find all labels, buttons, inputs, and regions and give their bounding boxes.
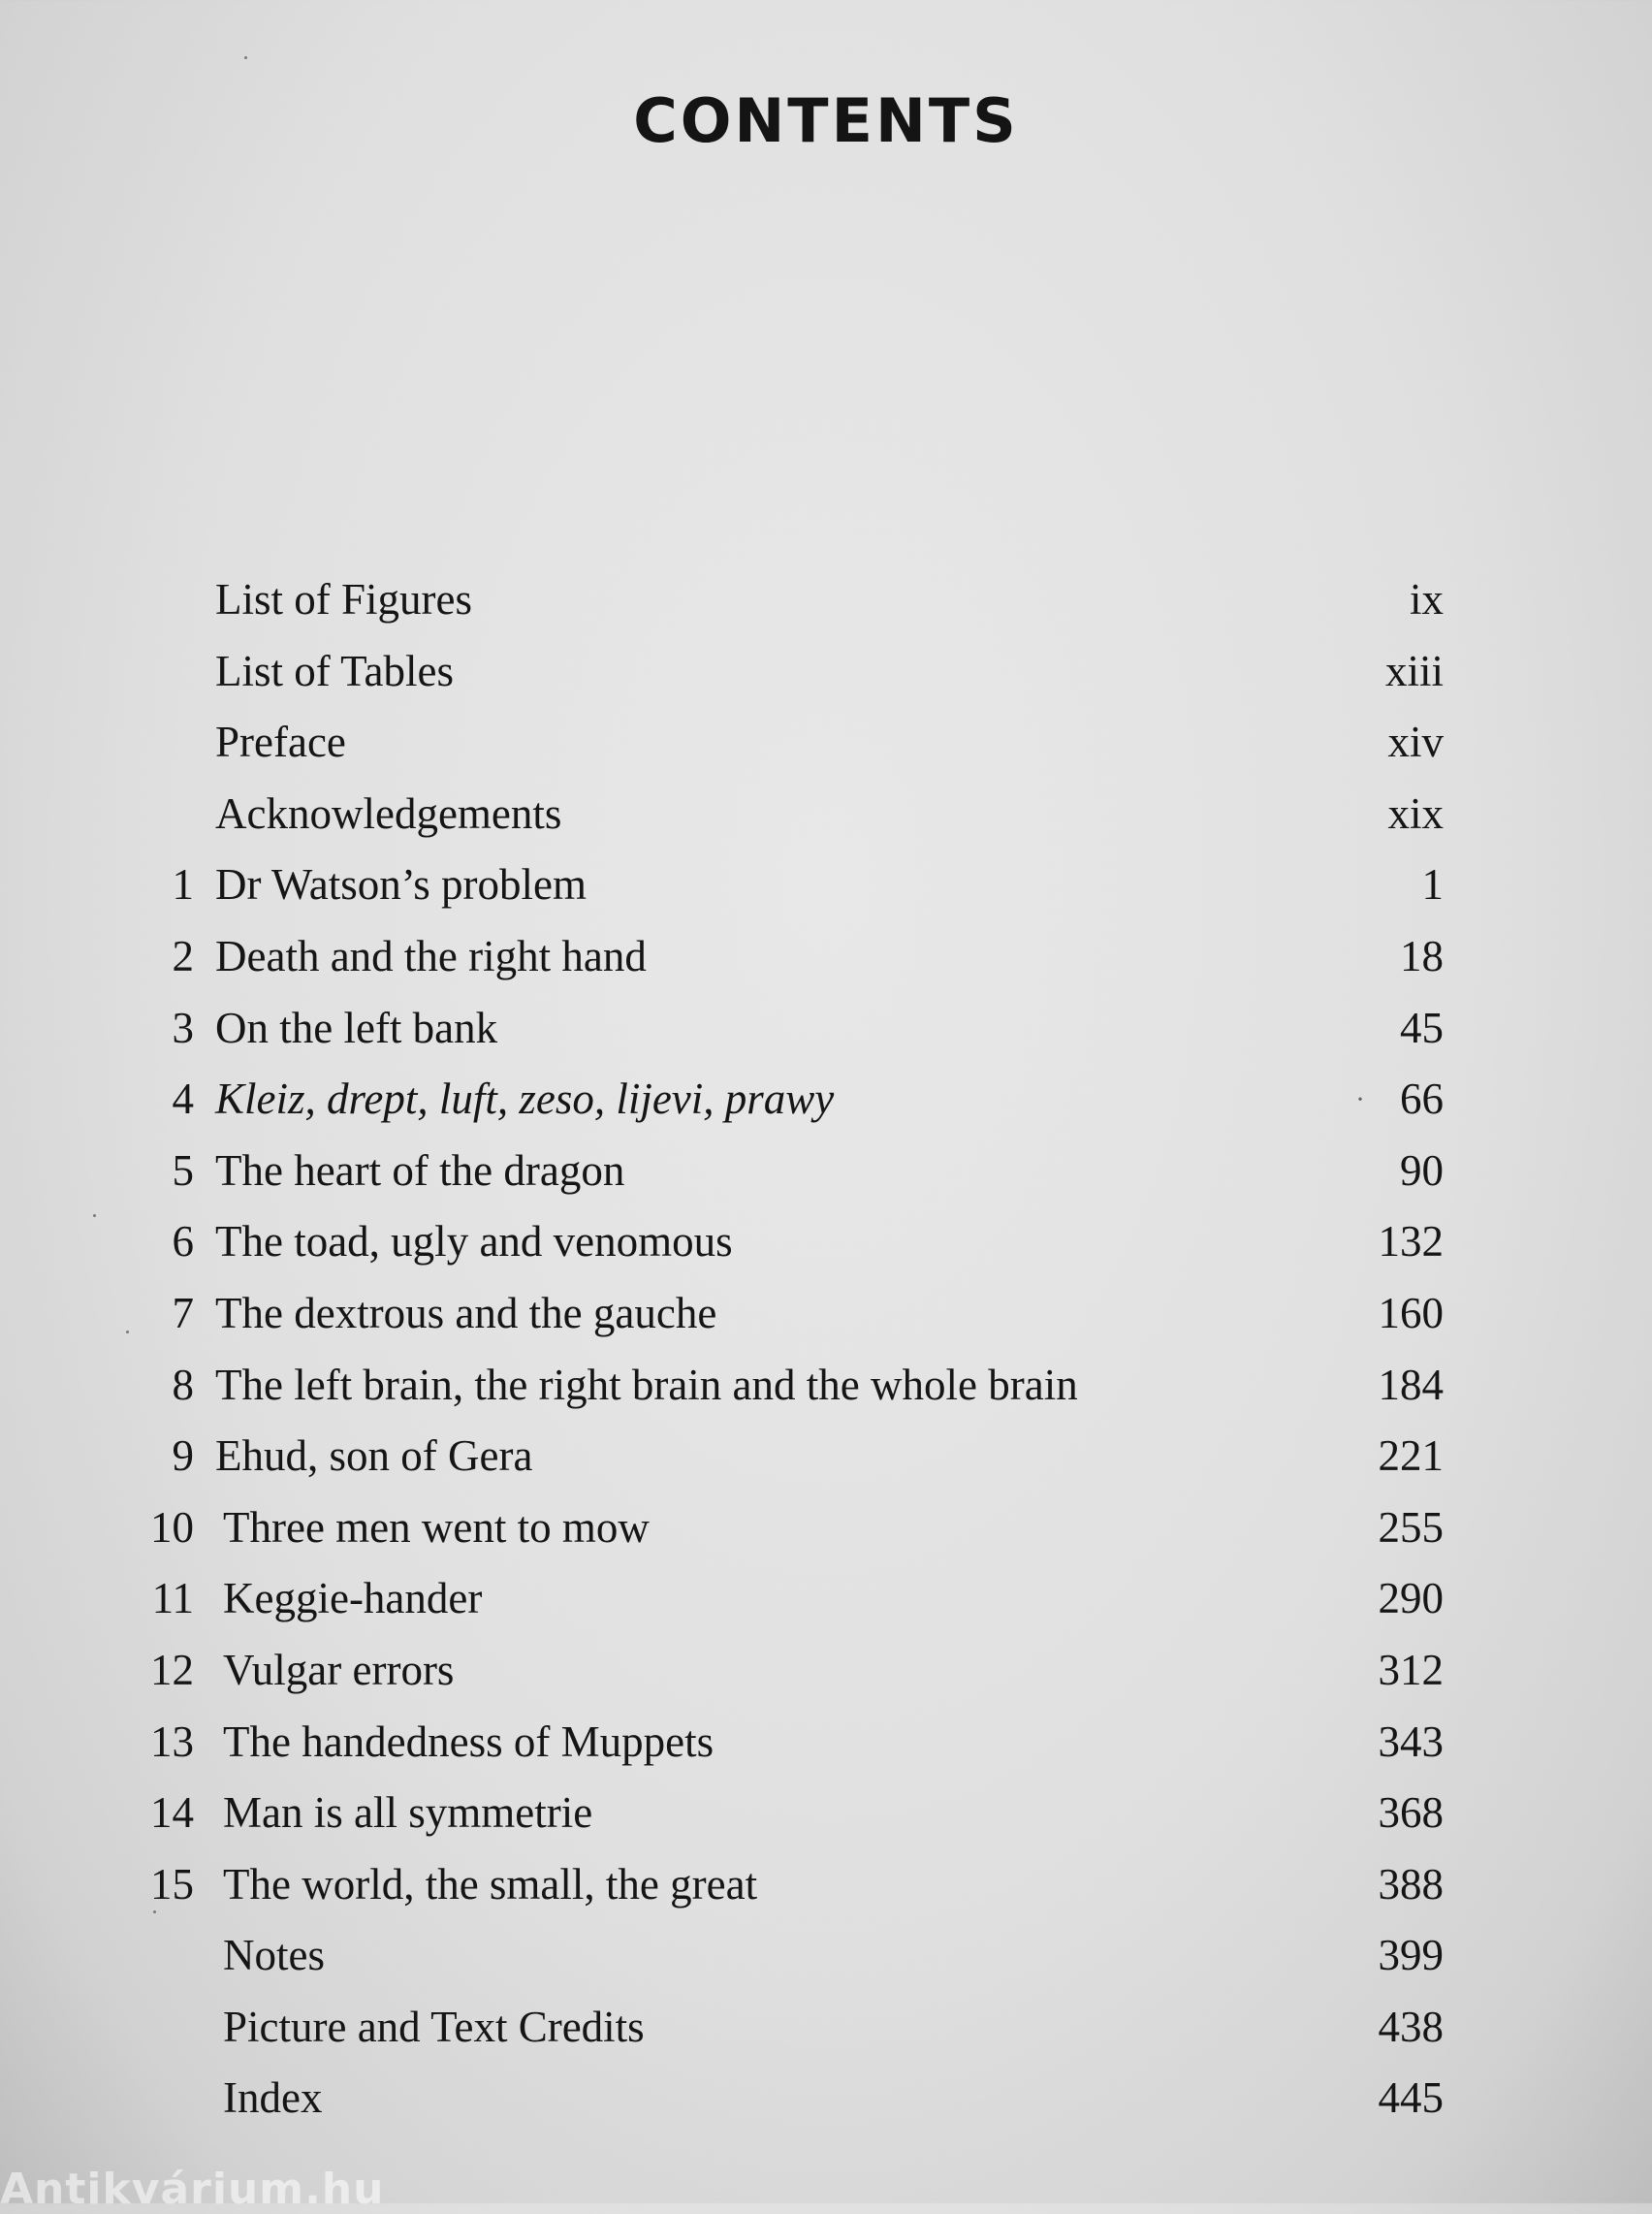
- page-number: 438: [1378, 2002, 1444, 2051]
- chapter-number: 15: [150, 1859, 194, 1909]
- page-number: 445: [1378, 2073, 1444, 2123]
- toc-entry-credits: [0, 1992, 1652, 2064]
- chapter-number: 11: [151, 1574, 194, 1623]
- page-number: 388: [1378, 1859, 1444, 1909]
- chapter-number: 4: [172, 1075, 194, 1124]
- entry-title: Dr Watson’s problem: [215, 860, 588, 910]
- toc-entry-preface: [0, 707, 1652, 779]
- entry-title: The heart of the dragon: [215, 1145, 625, 1195]
- page-number: 160: [1378, 1288, 1444, 1337]
- toc-entry-chapter-8: [0, 1350, 1652, 1422]
- entry-title: On the left bank: [215, 1003, 498, 1052]
- entry-title: Keggie-hander: [223, 1574, 483, 1623]
- page-number: 368: [1378, 1788, 1444, 1838]
- entry-title: Death and the right hand: [215, 931, 647, 980]
- watermark: Antikvárium.hu: [0, 2165, 385, 2214]
- toc-entry-chapter-14: [0, 1778, 1652, 1849]
- paper-speck: [126, 1331, 129, 1333]
- toc-entry-chapter-15: [0, 1849, 1652, 1921]
- toc-entry-chapter-7: [0, 1278, 1652, 1350]
- entry-title: The handedness of Muppets: [223, 1717, 715, 1766]
- page-title: CONTENTS: [633, 85, 1019, 156]
- chapter-number: 10: [150, 1502, 194, 1552]
- entry-title: Picture and Text Credits: [223, 2002, 645, 2051]
- toc-entry-notes: [0, 1920, 1652, 1992]
- entry-title: List of Figures: [215, 575, 472, 624]
- toc-entry-chapter-2: [0, 921, 1652, 993]
- toc-entry-chapter-10: [0, 1492, 1652, 1564]
- page-number: xix: [1387, 788, 1444, 838]
- chapter-number: 13: [150, 1717, 194, 1766]
- entry-title: Ehud, son of Gera: [215, 1431, 533, 1481]
- toc-entry-list-of-figures: [0, 564, 1652, 636]
- chapter-number: 8: [172, 1360, 194, 1409]
- chapter-number: 6: [172, 1217, 194, 1267]
- entry-title: List of Tables: [215, 646, 454, 695]
- page-number: 312: [1378, 1645, 1444, 1694]
- entry-title: Index: [223, 2073, 323, 2123]
- page-number: 1: [1421, 860, 1444, 910]
- chapter-number: 12: [150, 1645, 194, 1694]
- entry-title: The world, the small, the great: [223, 1859, 758, 1909]
- page-number: 290: [1378, 1574, 1444, 1623]
- toc-entry-chapter-5: [0, 1136, 1652, 1207]
- toc-entry-list-of-tables: [0, 636, 1652, 708]
- entry-title: Notes: [223, 1931, 325, 1980]
- paper-speck: [153, 1910, 156, 1913]
- page-number: 343: [1378, 1717, 1444, 1766]
- chapter-number: 7: [172, 1288, 194, 1337]
- chapter-number: 2: [172, 931, 194, 980]
- page-number: 255: [1378, 1502, 1444, 1552]
- entry-title: The dextrous and the gauche: [215, 1288, 717, 1337]
- toc-entry-chapter-6: [0, 1206, 1652, 1278]
- entry-title: Kleiz, drept, luft, zeso, lijevi, prawy: [215, 1075, 835, 1124]
- entry-title: Preface: [215, 718, 346, 767]
- toc-entry-chapter-11: [0, 1563, 1652, 1635]
- chapter-number: 14: [150, 1788, 194, 1838]
- toc-entry-chapter-1: [0, 850, 1652, 921]
- entry-title: Three men went to mow: [223, 1502, 650, 1552]
- toc-entry-index: [0, 2063, 1652, 2134]
- toc-entry-chapter-4: [0, 1064, 1652, 1136]
- page-number: 221: [1378, 1431, 1444, 1481]
- toc-entry-chapter-3: [0, 993, 1652, 1065]
- entry-title: Man is all symmetrie: [223, 1788, 593, 1838]
- page-number: 18: [1400, 931, 1444, 980]
- toc-entry-chapter-13: [0, 1707, 1652, 1779]
- entry-title: Vulgar errors: [223, 1645, 455, 1694]
- paper-speck: [93, 1214, 96, 1217]
- page-number: xiii: [1384, 646, 1444, 695]
- chapter-number: 1: [172, 860, 194, 910]
- stray-dot: ·: [1355, 1083, 1365, 1116]
- paper-speck: [244, 56, 247, 59]
- entry-title: Acknowledgements: [215, 788, 562, 838]
- chapter-number: 5: [172, 1145, 194, 1195]
- page-number: xiv: [1387, 718, 1444, 767]
- page-number: 90: [1400, 1145, 1444, 1195]
- page-number: 184: [1378, 1360, 1444, 1409]
- chapter-number: 3: [172, 1003, 194, 1052]
- toc-entry-chapter-9: [0, 1421, 1652, 1492]
- table-of-contents: [0, 564, 1652, 2134]
- page-number: 66: [1400, 1075, 1444, 1124]
- chapter-number: 9: [172, 1431, 194, 1481]
- page-number: 132: [1378, 1217, 1444, 1267]
- entry-title: The toad, ugly and venomous: [215, 1217, 733, 1267]
- page-number: 399: [1378, 1931, 1444, 1980]
- page-number: 45: [1400, 1003, 1444, 1052]
- toc-entry-chapter-12: [0, 1635, 1652, 1707]
- page-number: ix: [1409, 575, 1444, 624]
- entry-title: The left brain, the right brain and the whole brain: [215, 1360, 1078, 1409]
- toc-entry-acknowledgements: [0, 779, 1652, 850]
